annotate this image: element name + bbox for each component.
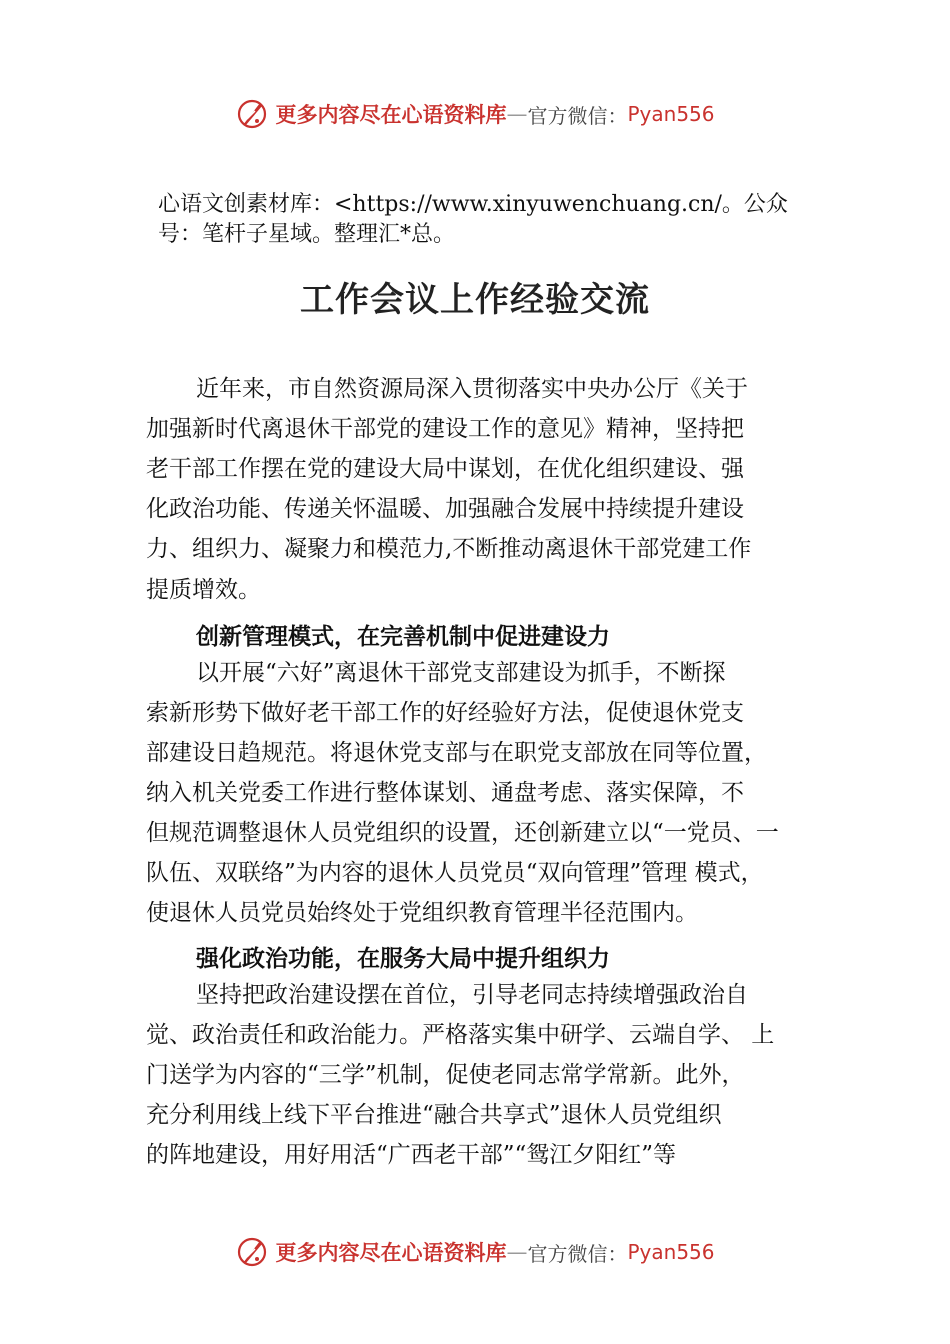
section-line: 使退休人员党员始终处于党组织教育管理半径范围内。	[146, 900, 698, 926]
wechat-id: Pyan556	[627, 1240, 715, 1264]
intro-line: 近年来，市自然资源局深入贯彻落实中央办公厅《关于	[196, 376, 748, 402]
quill-pen-logo-icon	[235, 97, 269, 131]
source-note	[158, 190, 858, 250]
section-line: 部建设日趋规范。将退休党支部与在职党支部放在同等位置，	[146, 740, 767, 766]
section-heading: 强化政治功能，在服务大局中提升组织力	[196, 946, 610, 972]
intro-line: 力、组织力、凝聚力和模范力,不断推动离退休干部党建工作	[146, 536, 752, 562]
section-heading: 创新管理模式，在完善机制中促进建设力	[196, 624, 610, 650]
wechat-id: Pyan556	[627, 102, 715, 126]
section-line: 但规范调整退休人员党组织的设置，还创新建立以“一党员、一	[146, 820, 779, 846]
footer-banner	[0, 1232, 950, 1272]
section-line: 以开展“六好”离退休干部党支部建设为抓手，不断探	[196, 660, 726, 686]
wechat-label: 官方微信：	[527, 1241, 628, 1266]
brand-text: 更多内容尽在心语资料库	[275, 102, 507, 127]
header-banner	[0, 94, 950, 134]
banner-separator: —	[506, 102, 528, 126]
brand-text: 更多内容尽在心语资料库	[275, 1240, 507, 1265]
section-line: 的阵地建设，用好用活“广西老干部”“鸳江夕阳红”等	[146, 1142, 677, 1168]
intro-line: 化政治功能、传递关怀温暖、加强融合发展中持续提升建设	[146, 496, 744, 522]
document-title: 工作会议上作经验交流	[300, 280, 650, 320]
section-line: 门送学为内容的“三学”机制，促使老同志常学常新。此外，	[146, 1062, 745, 1088]
section-line: 坚持把政治建设摆在首位，引导老同志持续增强政治自	[196, 982, 748, 1008]
section-line: 充分利用线上线下平台推进“融合共享式”退休人员党组织	[146, 1102, 722, 1128]
section-line: 队伍、双联络”为内容的退休人员党员“双向管理”管理 模式，	[146, 860, 764, 886]
source-note-line-1: 心语文创素材库：<https://www.xinyuwenchuang.cn/。公众	[158, 192, 788, 217]
banner-separator: —	[506, 1240, 528, 1264]
wechat-label: 官方微信：	[527, 103, 628, 128]
section-line: 索新形势下做好老干部工作的好经验好方法，促使退休党支	[146, 700, 744, 726]
quill-pen-logo-icon	[235, 1235, 269, 1269]
intro-line: 加强新时代离退休干部党的建设工作的意见》精神，坚持把	[146, 416, 744, 442]
section-line: 觉、政治责任和政治能力。严格落实集中研学、云端自学、 上	[146, 1022, 775, 1048]
source-note-line-2: 号：笔杆子星域。整理汇*总。	[158, 222, 456, 247]
section-line: 纳入机关党委工作进行整体谋划、通盘考虑、落实保障，不	[146, 780, 744, 806]
intro-line: 提质增效。	[146, 577, 261, 603]
intro-line: 老干部工作摆在党的建设大局中谋划，在优化组织建设、强	[146, 456, 744, 482]
